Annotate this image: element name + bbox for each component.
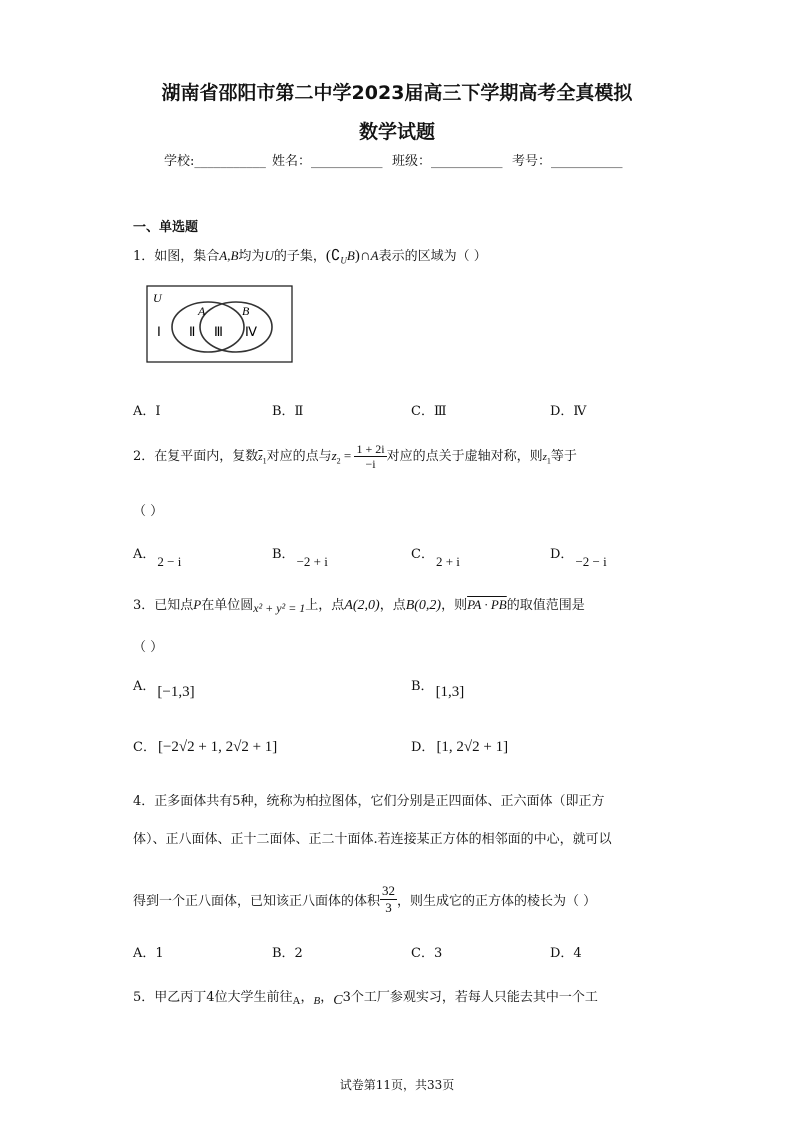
q4-denominator: 3 <box>385 900 392 915</box>
q3-text-mid: 在单位圆 <box>201 598 254 613</box>
venn-label-u: U <box>153 291 162 305</box>
page-footer: 试卷第11页，共33页 <box>339 1078 455 1092</box>
q1-text: 1．如图，集合 <box>133 249 220 264</box>
q1-expr-a: A <box>370 248 379 263</box>
q3-text-mid4: ，则 <box>441 598 468 613</box>
question-5 <box>133 986 598 1006</box>
q5-factory-a: A <box>292 995 301 1007</box>
q1-text-mid2: 的子集， <box>273 249 326 264</box>
q2-option-b-label: B． <box>272 547 295 562</box>
q1-option-a: A．Ⅰ <box>133 404 161 419</box>
q1-expr-b: B <box>346 248 355 263</box>
class-field: 班级：___________ <box>392 154 503 169</box>
q1-option-c: C．Ⅲ <box>411 404 447 419</box>
q2-suffix: 等于 <box>550 449 577 464</box>
q4-option-b: B．2 <box>272 946 303 961</box>
q3-option-a-value: [−1,3] <box>157 684 195 700</box>
q2-option-c-label: C． <box>411 547 434 562</box>
question-1 <box>133 245 487 266</box>
q2-option-c <box>411 543 460 569</box>
q2-z1: z <box>542 451 547 463</box>
q5-factory-b: B <box>313 995 321 1007</box>
name-field: 姓名：___________ <box>272 154 383 169</box>
q2-equals: = <box>340 448 355 463</box>
venn-region-1: Ⅰ <box>157 324 161 339</box>
q3-option-b-label: B． <box>411 679 434 694</box>
q2-fraction <box>354 442 386 471</box>
q1-suffix: 表示的区域为（ ） <box>378 249 487 264</box>
question-2 <box>133 442 577 471</box>
q4-option-d: D．4 <box>550 946 582 961</box>
q2-z2: z <box>331 448 337 463</box>
exam-title-line1: 湖南省邵阳市第二中学2023届高三下学期高考全真模拟 <box>161 82 633 104</box>
venn-label-b: B <box>242 304 250 318</box>
q2-option-d-value: −2 − i <box>575 554 607 569</box>
q3-option-d-value: [1, 2√2 + 1] <box>436 739 509 755</box>
q2-paren: （ ） <box>133 504 164 519</box>
venn-region-2: Ⅱ <box>189 324 196 339</box>
q1-option-d: D．Ⅳ <box>550 404 587 419</box>
q2-option-a-label: A． <box>133 547 156 562</box>
q2-option-d-label: D． <box>550 547 574 562</box>
q3-option-c-label: C． <box>133 740 156 755</box>
q2-text-mid: 对应的点与 <box>266 449 332 464</box>
q2-option-c-value: 2 + i <box>435 554 460 569</box>
q3-point-a: A(2,0) <box>344 598 380 613</box>
question-3 <box>133 594 585 614</box>
exam-title-line2: 数学试题 <box>358 121 435 143</box>
q2-option-b-value: −2 + i <box>296 554 328 569</box>
q2-text-mid2: 对应的点关于虚轴对称，则 <box>386 449 543 464</box>
q4-line-3b: ，则生成它的正方体的棱长为（ ） <box>397 894 597 909</box>
venn-diagram <box>146 285 294 365</box>
q3-text-mid2: 上，点 <box>305 598 345 613</box>
venn-label-a: A <box>198 304 206 318</box>
q5-text: 5．甲乙丙丁4位大学生前往 <box>133 990 293 1005</box>
q2-option-b <box>272 543 328 569</box>
q1-expr-open: (∁ <box>325 248 341 264</box>
venn-region-3: Ⅲ <box>214 324 223 339</box>
q3-dot-product: PA · PB <box>467 597 507 612</box>
q3-option-c <box>133 736 278 756</box>
q2-z1-sub: 1 <box>262 456 267 466</box>
q2-z2-sub: 2 <box>336 456 341 466</box>
q4-numerator: 32 <box>382 883 396 898</box>
q3-option-d-label: D． <box>411 740 435 755</box>
venn-circle-a <box>172 302 244 352</box>
q1-universal: U <box>264 248 274 263</box>
q3-option-a-label: A． <box>133 679 156 694</box>
q3-option-b-value: [1,3] <box>435 684 465 700</box>
q4-line-3a: 得到一个正八面体，已知该正八面体的体积 <box>133 894 381 909</box>
q2-text: 2．在复平面内，复数 <box>133 449 259 464</box>
q3-text-mid3: ，点 <box>379 598 406 613</box>
section-heading: 一、单选题 <box>133 220 199 235</box>
q3-circle-eq: x² + y² = 1 <box>253 601 306 615</box>
q2-z1-conj: $\overline{z}$ <box>258 451 263 463</box>
q2-option-a <box>133 543 182 569</box>
q1-expr-sub: U <box>340 255 347 266</box>
q4-fraction <box>380 883 397 916</box>
q3-suffix: 的取值范围是 <box>506 598 585 613</box>
q4-option-c: C．3 <box>411 946 443 961</box>
q4-option-a: A．1 <box>133 946 164 961</box>
q2-z1b-sub: 1 <box>546 456 551 466</box>
q3-option-a <box>133 675 195 700</box>
number-field: 考号：___________ <box>512 154 623 169</box>
q3-point-p: P <box>193 597 202 612</box>
q4-line-1: 4．正多面体共有5种，统称为柏拉图体，它们分别是正四面体、正六面体（即正方 <box>133 794 605 809</box>
q1-expr-close: )∩ <box>354 248 371 264</box>
q5-suffix: 3个工厂参观实习，若每人只能去其中一个工 <box>342 990 598 1005</box>
q4-line-3 <box>133 885 596 918</box>
q3-option-b <box>411 675 465 700</box>
q1-option-b: B．Ⅱ <box>272 404 304 419</box>
q3-text: 3．已知点 <box>133 598 194 613</box>
q1-text-mid: 均为 <box>238 249 265 264</box>
q5-sep-2: ， <box>320 990 334 1005</box>
q5-sep-1: ， <box>300 990 314 1005</box>
q2-numerator: 1 + 2i <box>356 442 385 456</box>
q2-option-a-value: 2 − i <box>157 554 182 569</box>
q5-factory-c: C <box>333 993 343 1008</box>
q3-option-d <box>411 736 509 756</box>
q2-denominator: −i <box>365 457 376 471</box>
q3-point-b: B(0,2) <box>405 598 442 613</box>
q3-option-c-value: [−2√2 + 1, 2√2 + 1] <box>157 739 278 755</box>
venn-circle-b <box>200 302 272 352</box>
q2-option-d <box>550 543 607 569</box>
q4-line-2: 体）、正八面体、正十二面体、正二十面体.若连接某正方体的相邻面的中心，就可以 <box>133 832 612 847</box>
venn-region-4: Ⅳ <box>245 324 257 339</box>
q3-paren: （ ） <box>133 640 164 655</box>
school-field: 学校:___________ <box>164 154 266 169</box>
q1-sets: A,B <box>219 248 239 263</box>
